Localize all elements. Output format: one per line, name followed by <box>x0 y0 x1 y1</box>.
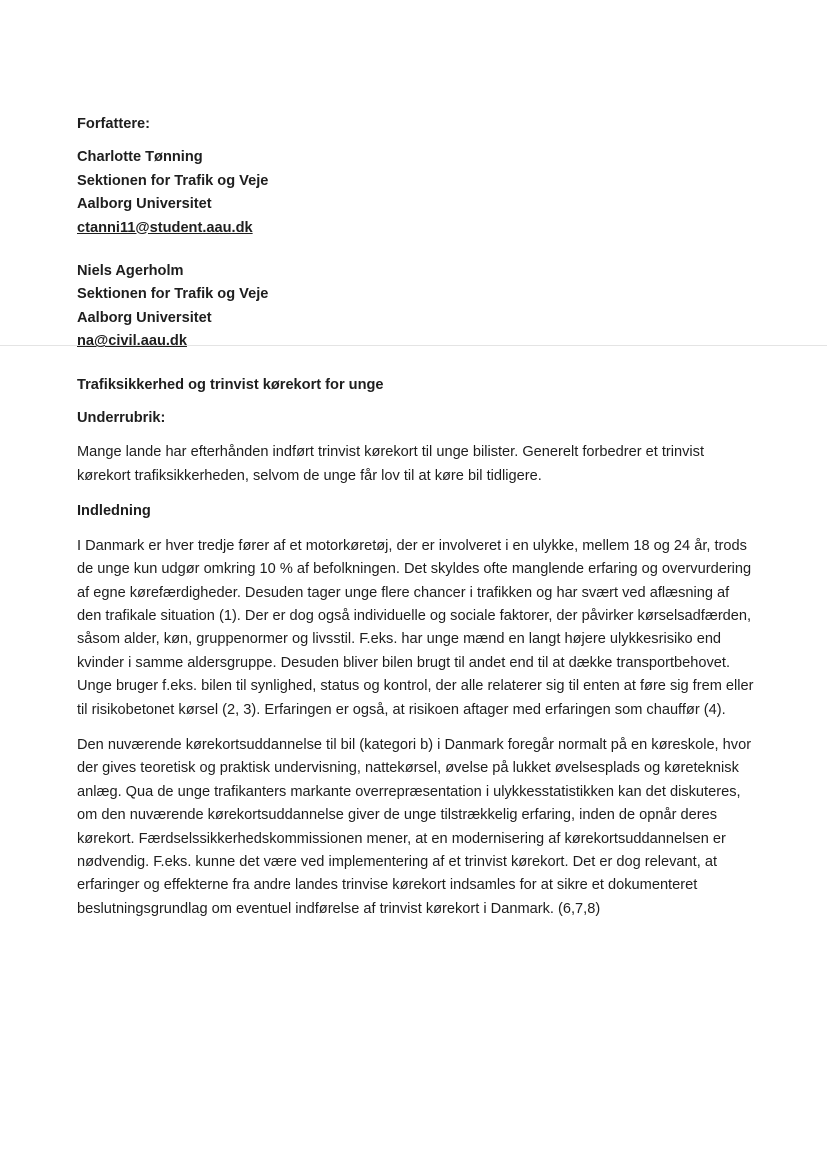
article-title: Trafiksikkerhed og trinvist kørekort for unge <box>77 376 384 393</box>
authors-label: Forfattere: <box>77 116 150 132</box>
author-block-1 <box>77 146 757 240</box>
subheading: Underrubrik: <box>77 410 166 427</box>
author-university: Aalborg Universitet <box>77 309 212 326</box>
author-department: Sektionen for Trafik og Veje <box>77 172 269 189</box>
author-block-2 <box>77 260 757 354</box>
author-email-link[interactable]: ctanni11@student.aau.dk <box>77 219 253 236</box>
summary-paragraph: Mange lande har efterhånden indført trinvist kørekort til unge bilister. Generelt forbedrer et trinvist kørekort trafiksikkerheden, selvom de unge får lov til at køre bil tidligere. <box>77 444 705 484</box>
author-email-link[interactable]: na@civil.aau.dk <box>77 333 187 350</box>
body-paragraph: I Danmark er hver tredje fører af et motorkøretøj, der er involveret i en ulykke, mellem 18 og 24 år, trods de unge kun udgør omkring 10 % af befolkningen. Det skyldes ofte manglende erfaring og overvurdering af egne kørefærdigheder. Desuden tager unge flere chancer i trafikken og har svært ved aflæsning af den trafikale situation (1). Der er dog også individuelle og sociale faktorer, der påvirker kørselsadfærden, såsom alder, køn, gruppenormer og livsstil. F.eks. har unge mænd en langt højere ulykkesrisiko end kvinder i samme aldersgruppe. Desuden bliver bilen brugt til andet end til at dække transportbehovet. Unge bruger f.eks. bilen til synlighed, status og kontrol, der alle relaterer sig til enten at føre sig frem eller til risikobetonet kørsel (2, 3). Erfaringen er også, at risikoen aftager med erfaringen som chauffør (4). <box>77 537 754 718</box>
document-content <box>77 113 757 933</box>
author-university: Aalborg Universitet <box>77 196 212 213</box>
author-name: Charlotte Tønning <box>77 149 203 166</box>
body-paragraph: Den nuværende kørekortsuddannelse til bil (kategori b) i Danmark foregår normalt på en køreskole, hvor der gives teoretisk og praktisk undervisning, nattekørsel, øvelse på lukket øvelsesplads og køreteknisk anlæg. Qua de unge trafikanters markante overrepræsentation i ulykkesstatistikken kan det diskuteres, om den nuværende kørekortsuddannelse giver de unge tilstrækkelig erfaring, inden de opnår deres kørekort. Færdselssikkerhedskommissionen mener, at en modernisering af kørekortsuddannelsen er nødvendig. F.eks. kunne det være ved implementering af et trinvist kørekort. Det er dog relevant, at erfaringer og effekterne fra andre landes trinvise kørekort indsamles for at sikre et dokumenteret beslutningsgrundlag om eventuel indførelse af trinvist kørekort i Danmark. (6,7,8) <box>77 736 752 917</box>
author-department: Sektionen for Trafik og Veje <box>77 286 269 303</box>
author-name: Niels Agerholm <box>77 263 184 280</box>
intro-heading: Indledning <box>77 503 151 520</box>
